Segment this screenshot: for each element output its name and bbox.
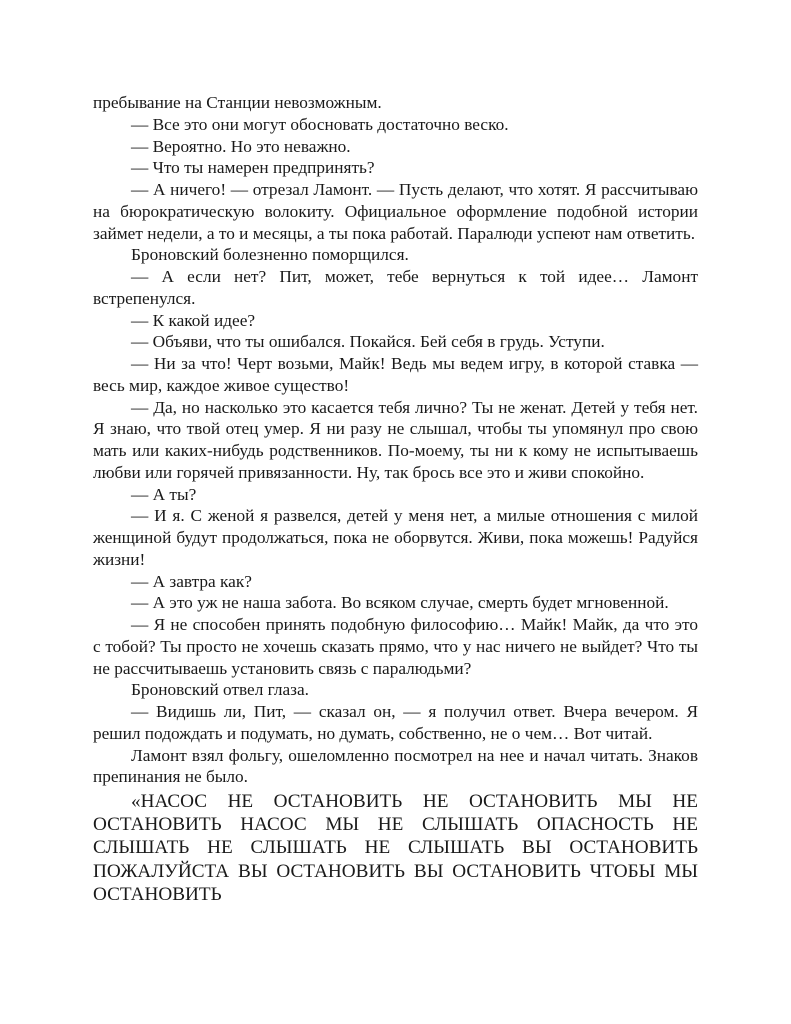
paragraph: Броновский болезненно поморщился. — [131, 245, 409, 265]
paragraph: — Все это они могут обосновать достаточно веско. — [131, 114, 509, 134]
message-paragraph: «НАСОС НЕ ОСТАНОВИТЬ НЕ ОСТАНОВИТЬ МЫ НЕ ОСТАНОВИТЬ НАСОС МЫ НЕ СЛЫШАТЬ ОПАСНОСТЬ НЕ СЛЫШАТЬ НЕ СЛЫШАТЬ НЕ СЛЫШАТЬ ВЫ ОСТАНОВИТЬ ПОЖАЛУЙСТА ВЫ ОСТАНОВИТЬ ВЫ ОСТАНОВИТЬ ЧТОБЫ МЫ ОСТАНОВИТЬ — [93, 791, 698, 905]
paragraph: — Вероятно. Но это неважно. — [131, 136, 351, 156]
paragraph: — А если нет? Пит, может, тебе вернуться к той идее… Ламонт встрепенулся. — [93, 267, 698, 308]
paragraph: — А ты? — [131, 484, 197, 504]
paragraph: Ламонт взял фольгу, ошеломленно посмотрел на нее и начал читать. Знаков препинания не было. — [93, 745, 698, 787]
paragraph: — А завтра как? — [131, 571, 252, 591]
paragraph: — И я. С женой я развелся, детей у меня нет, а милые отношения с милой женщиной будут продолжаться, пока не оборвутся. Живи, пока можешь! Радуйся жизни! — [93, 506, 698, 569]
paragraph: — А ничего! — отрезал Ламонт. — Пусть делают, что хотят. Я рассчитываю на бюрократическую волокиту. Официальное оформление подобной истории займет недели, а то и месяцы, а ты пока работай. Паралюди успеют нам ответить. — [93, 180, 698, 243]
book-page — [93, 92, 698, 906]
paragraph: — А это уж не наша забота. Во всяком случае, смерть будет мгновенной. — [131, 593, 669, 613]
paragraph: — Я не способен принять подобную философию… Майк! Майк, да что это с тобой? Ты просто не хочешь сказать прямо, что у нас ничего не выйдет? Что ты не рассчитываешь установить связь с паралюдьми? — [93, 615, 698, 678]
paragraph: Броновский отвел глаза. — [131, 680, 309, 700]
paragraph: — Что ты намерен предпринять? — [131, 158, 375, 178]
paragraph: — Объяви, что ты ошибался. Покайся. Бей себя в грудь. Уступи. — [131, 332, 605, 352]
paragraph-continuation: пребывание на Станции невозможным. — [93, 93, 382, 112]
paragraph: — Да, но насколько это касается тебя лично? Ты не женат. Детей у тебя нет. Я знаю, что твой отец умер. Я ни разу не слышал, чтобы ты упомянул про свою мать или каких-нибудь родственников. По-моему, ты ни к кому не испытываешь любви или горячей привязанности. Ну, так брось все это и живи спокойно. — [93, 397, 698, 482]
paragraph: — Видишь ли, Пит, — сказал он, — я получил ответ. Вчера вечером. Я решил подождать и подумать, но думать, собственно, не о чем… Вот читай. — [93, 702, 698, 743]
paragraph: — Ни за что! Черт возьми, Майк! Ведь мы ведем игру, в которой ставка — весь мир, каждое живое существо! — [93, 354, 698, 395]
paragraph: — К какой идее? — [131, 310, 256, 330]
